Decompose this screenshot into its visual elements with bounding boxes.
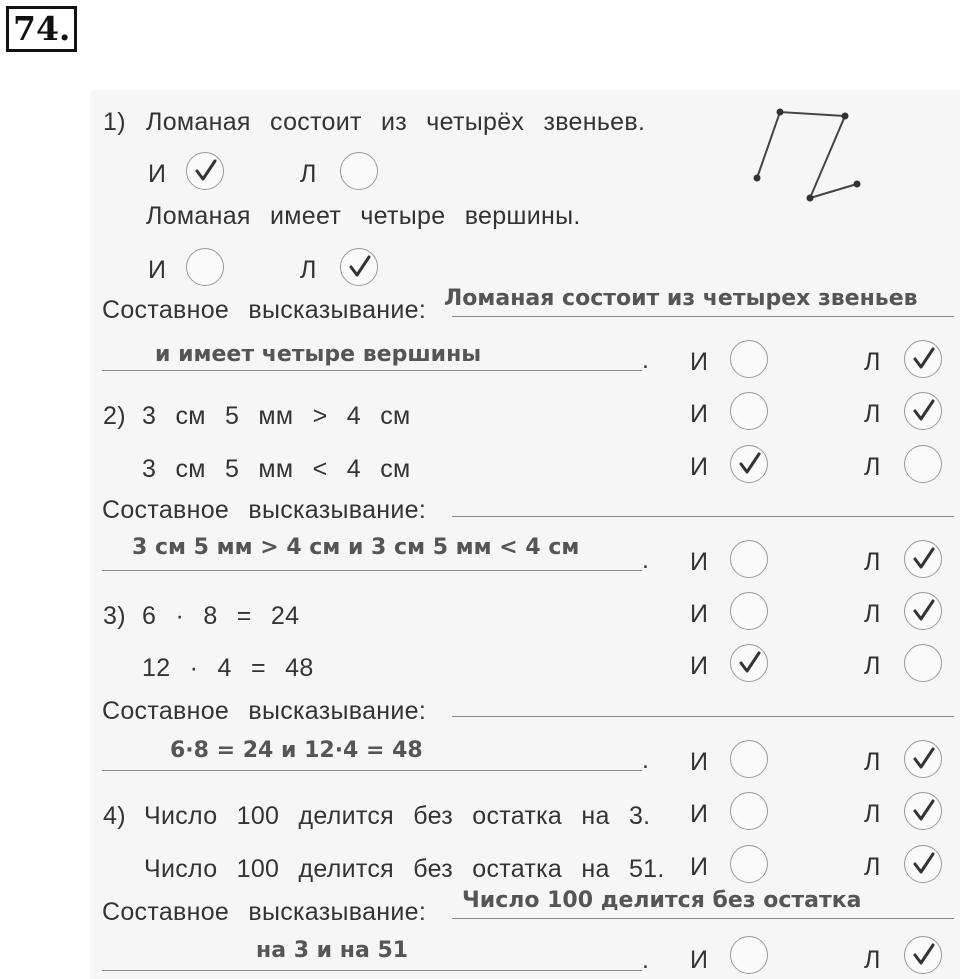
check-icon xyxy=(912,799,936,823)
task-4-comp-true-circle[interactable] xyxy=(730,936,768,974)
task-2-comp-true-circle[interactable] xyxy=(730,540,768,578)
check-icon xyxy=(912,599,936,623)
task-4-s1-false-circle[interactable] xyxy=(904,792,942,830)
task-2-comp-false-label: Л xyxy=(864,548,881,576)
task-1-statement-2: Ломаная имеет четыре вершины. xyxy=(146,202,581,230)
check-icon xyxy=(912,852,936,876)
task-4-s1-false-label: Л xyxy=(864,800,881,828)
check-icon xyxy=(912,747,936,771)
task-3-s2-false-label: Л xyxy=(864,652,881,680)
task-1-s1-true-circle[interactable] xyxy=(186,152,224,190)
task-1-composite-line2: и имеет четыре вершины xyxy=(155,342,482,367)
check-icon xyxy=(194,159,218,183)
task-4-s2-true-circle[interactable] xyxy=(730,845,768,883)
task-4-statement-1: Число 100 делится без остатка на 3. xyxy=(144,802,651,830)
task-2-s1-false-label: Л xyxy=(864,400,881,428)
task-1-s2-true-circle[interactable] xyxy=(186,248,224,286)
check-icon xyxy=(348,255,372,279)
task-3-s1-false-label: Л xyxy=(864,600,881,628)
task-4-comp-false-circle[interactable] xyxy=(904,936,942,974)
task-3-s2-true-label: И xyxy=(690,652,708,680)
task-4-s1-true-label: И xyxy=(690,800,708,828)
task-2-s2-true-label: И xyxy=(690,453,708,481)
task-4-number: 4) xyxy=(103,802,126,830)
task-1-s2-false-label: Л xyxy=(300,256,317,284)
answer-line xyxy=(102,370,642,371)
task-3-number: 3) xyxy=(103,602,126,630)
task-4-s2-true-label: И xyxy=(690,853,708,881)
task-1-s1-false-label: Л xyxy=(300,160,317,188)
task-3-statement-2: 12 · 4 = 48 xyxy=(142,654,314,682)
task-1-comp-true-label: И xyxy=(690,348,708,376)
task-4-comp-true-label: И xyxy=(690,946,708,974)
task-number: 74. xyxy=(6,6,77,52)
task-1-comp-false-label: Л xyxy=(864,348,881,376)
task-2-s2-false-circle[interactable] xyxy=(904,445,942,483)
task-1-s2-false-circle[interactable] xyxy=(340,248,378,286)
task-2-statement-2: 3 см 5 мм < 4 см xyxy=(142,455,411,483)
task-2-comp-true-label: И xyxy=(690,548,708,576)
task-3-s1-true-circle[interactable] xyxy=(730,592,768,630)
task-2-statement-1: 3 см 5 мм > 4 см xyxy=(142,402,411,430)
check-icon xyxy=(912,943,936,967)
task-4-composite-line1: Число 100 делится без остатка xyxy=(462,888,862,913)
task-3-s1-false-circle[interactable] xyxy=(904,592,942,630)
task-1-comp-true-circle[interactable] xyxy=(730,340,768,378)
answer-line xyxy=(102,970,642,971)
task-3-comp-true-label: И xyxy=(690,748,708,776)
task-1-s2-true-label: И xyxy=(148,256,166,284)
check-icon xyxy=(912,347,936,371)
task-4-s2-false-circle[interactable] xyxy=(904,845,942,883)
task-2-s1-true-label: И xyxy=(690,400,708,428)
task-3-comp-false-label: Л xyxy=(864,748,881,776)
answer-line xyxy=(452,716,954,717)
task-3-composite-label: Составное высказывание: xyxy=(102,697,427,725)
task-1-s1-false-circle[interactable] xyxy=(340,152,378,190)
task-2-s2-false-label: Л xyxy=(864,453,881,481)
answer-line xyxy=(452,516,954,517)
task-3-comp-true-circle[interactable] xyxy=(730,740,768,778)
task-1-composite-label: Составное высказывание: xyxy=(102,296,427,324)
task-4-composite-line2: на 3 и на 51 xyxy=(256,938,409,963)
task-2-comp-false-circle[interactable] xyxy=(904,540,942,578)
task-3-comp-false-circle[interactable] xyxy=(904,740,942,778)
check-icon xyxy=(912,547,936,571)
task-3-s2-true-circle[interactable] xyxy=(730,644,768,682)
check-icon xyxy=(738,452,762,476)
task-4-s1-true-circle[interactable] xyxy=(730,792,768,830)
period: . xyxy=(642,746,649,774)
answer-line xyxy=(452,316,954,317)
check-icon xyxy=(738,651,762,675)
task-2-s1-true-circle[interactable] xyxy=(730,392,768,430)
task-1-composite-line1: Ломаная состоит из четырех звеньев xyxy=(444,286,918,311)
task-1-number: 1) xyxy=(103,108,126,136)
task-4-statement-2: Число 100 делится без остатка на 51. xyxy=(144,855,665,883)
task-4-composite-label: Составное высказывание: xyxy=(102,898,427,926)
task-2-number: 2) xyxy=(103,402,126,430)
answer-line xyxy=(452,918,954,919)
answer-line xyxy=(102,770,642,771)
task-4-comp-false-label: Л xyxy=(864,946,881,974)
task-1-comp-false-circle[interactable] xyxy=(904,340,942,378)
task-3-composite-line2: 6·8 = 24 и 12·4 = 48 xyxy=(170,738,423,763)
task-4-s2-false-label: Л xyxy=(864,853,881,881)
task-1-s1-true-label: И xyxy=(148,160,166,188)
task-3-s2-false-circle[interactable] xyxy=(904,644,942,682)
task-2-s2-true-circle[interactable] xyxy=(730,445,768,483)
check-icon xyxy=(912,399,936,423)
answer-line xyxy=(102,570,642,571)
task-2-composite-line2: 3 см 5 мм > 4 см и 3 см 5 мм < 4 см xyxy=(132,535,580,560)
task-3-s1-true-label: И xyxy=(690,600,708,628)
period: . xyxy=(642,546,649,574)
task-2-s1-false-circle[interactable] xyxy=(904,392,942,430)
task-2-composite-label: Составное высказывание: xyxy=(102,496,427,524)
period: . xyxy=(642,346,649,374)
polyline-drawing xyxy=(745,104,875,214)
task-3-statement-1: 6 · 8 = 24 xyxy=(142,602,300,630)
period: . xyxy=(642,946,649,974)
task-1-statement-1: Ломаная состоит из четырёх звеньев. xyxy=(146,108,646,136)
